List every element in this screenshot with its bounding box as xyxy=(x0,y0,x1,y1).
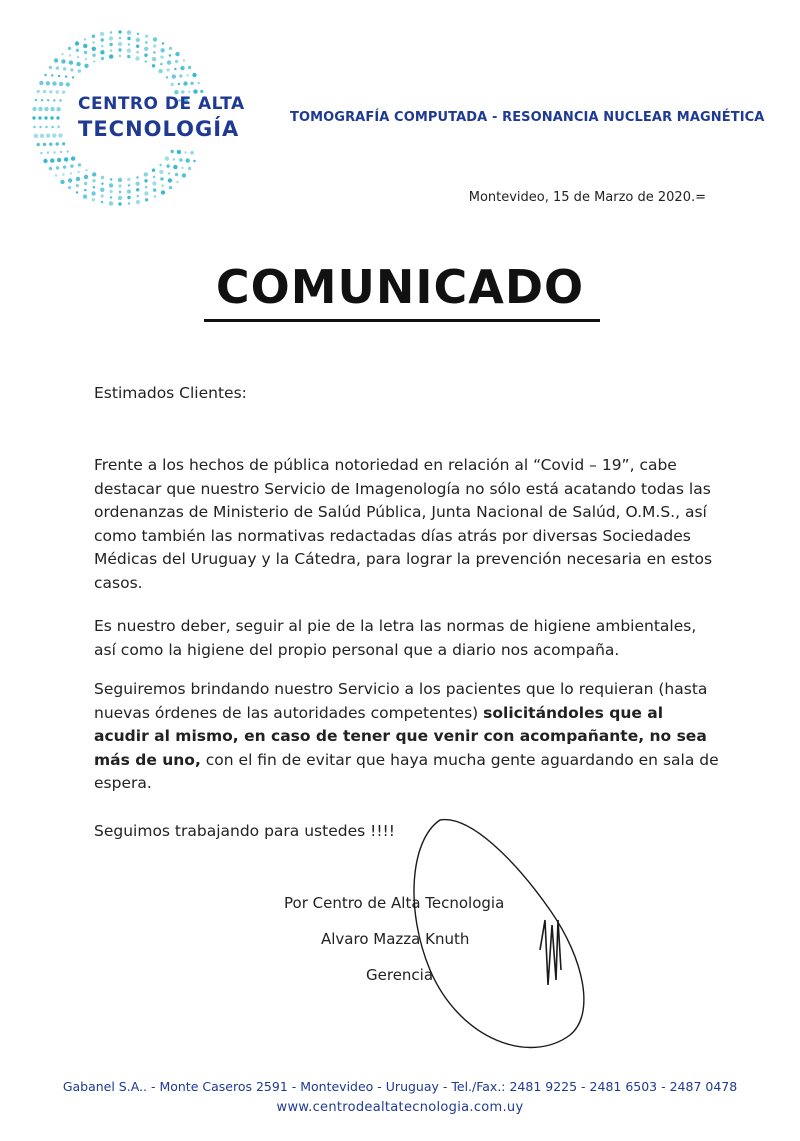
logo-dot xyxy=(101,194,104,197)
logo-dot xyxy=(168,172,170,174)
logo-dot xyxy=(160,55,163,58)
logo-dot xyxy=(101,201,103,203)
logo-dot xyxy=(32,107,36,111)
logo-dot xyxy=(55,174,57,176)
logo-dot xyxy=(172,74,176,78)
logo-dot xyxy=(128,43,130,45)
logo-dot xyxy=(61,59,65,63)
logo-dot xyxy=(100,188,104,192)
logo-dot xyxy=(186,158,190,162)
logo-dot xyxy=(40,134,44,138)
logo-dot xyxy=(144,172,148,176)
logo-dot xyxy=(145,41,147,43)
logo-dot xyxy=(54,58,58,62)
logo-dot xyxy=(37,143,40,146)
header-tagline: TOMOGRAFÍA COMPUTADA - RESONANCIA NUCLEAR MAGNÉTICA xyxy=(290,110,765,125)
logo-dot xyxy=(153,51,155,53)
logo-dot xyxy=(61,53,63,55)
logo-dot xyxy=(173,165,177,169)
logo-dot xyxy=(181,167,183,169)
logo-dot xyxy=(144,179,147,182)
logo-dot xyxy=(183,59,185,61)
logo-dot xyxy=(159,164,161,166)
logo-dot xyxy=(93,60,95,62)
logo-dot xyxy=(180,66,184,70)
logo-dot xyxy=(168,178,172,182)
logo-dot xyxy=(43,143,46,146)
logo-dot xyxy=(84,182,87,185)
logo-dot xyxy=(118,178,122,182)
logo-dot xyxy=(153,44,156,47)
logo-dot xyxy=(167,60,171,64)
closing-line: Seguimos trabajando para ustedes !!!! xyxy=(94,822,395,840)
logo-dot xyxy=(136,45,139,48)
logo-dot xyxy=(153,37,157,41)
logo-dot xyxy=(188,167,191,170)
logo-dot xyxy=(144,54,147,57)
logo-dot xyxy=(197,82,199,84)
logo-dot xyxy=(52,81,56,85)
logo-dot xyxy=(65,75,67,77)
logo-dot xyxy=(152,181,156,185)
logo-dot xyxy=(92,54,95,57)
logo-dot xyxy=(68,178,72,182)
logo-dot xyxy=(135,56,139,60)
logo-dot xyxy=(70,164,73,167)
footer-address: Gabanel S.A.. - Monte Caseros 2591 - Montevideo - Uruguay - Tel./Fax.: 2481 9225 - 2481 6503 - 2487 0478 xyxy=(62,1079,738,1094)
logo-dot xyxy=(110,196,112,198)
logo-dot xyxy=(136,51,138,53)
paragraph-3 xyxy=(94,678,719,796)
signature-name: Alvaro Mazza Knuth xyxy=(321,930,470,948)
logo-dot xyxy=(51,74,53,76)
logo-dot xyxy=(171,150,174,153)
logo-dot xyxy=(49,90,52,93)
logo-dot xyxy=(62,91,65,94)
logo-dot xyxy=(83,194,87,198)
logo-dot xyxy=(38,116,41,119)
logo-dot xyxy=(118,202,121,205)
paragraph-1: Frente a los hechos de pública notoriedad en relación al “Covid – 19”, cabe destacar que nuestro Servicio de Imagenología no sólo está acatando todas las ordenanzas de Ministerio de Salúd Pública, Junta Nacional de Salúd, O.M.S., así como también las normativas redactadas días atrás por diversas Sociedades Médicas del Uruguay y la Cátedra, para lograr la prevención necesaria en estos casos. xyxy=(94,456,713,592)
logo-dot xyxy=(92,47,96,51)
logo-dot xyxy=(67,150,69,152)
logo-dot xyxy=(119,55,121,57)
paragraph-2: Es nuestro deber, seguir al pie de la letra las normas de higiene ambientales, así como la higiene del propio personal que a diario nos acompaña. xyxy=(94,617,697,659)
logo-dot xyxy=(49,143,52,146)
logo-dot xyxy=(127,48,131,52)
logo-dot xyxy=(39,126,41,128)
logo-dot xyxy=(166,164,169,167)
logo-dot xyxy=(101,38,104,41)
logo-dot xyxy=(192,73,196,77)
logo-dot xyxy=(171,83,174,86)
logo-dot xyxy=(128,202,130,204)
logo-dot xyxy=(160,48,164,52)
logo-dot xyxy=(144,191,148,195)
logo-dot xyxy=(119,37,121,39)
logo-dot xyxy=(118,48,121,51)
logo-dot xyxy=(57,126,59,128)
logo-dot xyxy=(56,142,59,145)
logo-dot xyxy=(70,172,72,174)
logo-dot xyxy=(175,60,178,63)
logo-dot xyxy=(44,116,47,119)
logo-dot xyxy=(101,176,104,179)
logo-dot xyxy=(109,54,113,58)
logo-dot xyxy=(64,157,68,161)
logo-dot xyxy=(76,49,79,52)
logo-dot xyxy=(136,200,140,204)
logo-dot xyxy=(109,36,113,40)
logo-dot xyxy=(110,49,112,51)
logo-dot xyxy=(40,152,42,154)
handwritten-signature xyxy=(400,800,600,1060)
logo-dot xyxy=(118,30,121,33)
logo-dot xyxy=(76,62,80,66)
logo-dot xyxy=(60,180,64,184)
logo-dot xyxy=(68,47,71,50)
logo-dot xyxy=(109,201,113,205)
logo-dot xyxy=(49,66,52,69)
logo-dot xyxy=(71,156,75,160)
letter-date: Montevideo, 15 de Marzo de 2020.= xyxy=(468,190,706,205)
logo-dot xyxy=(84,189,86,191)
logo-dot xyxy=(56,107,60,111)
logo-dot xyxy=(38,107,42,111)
logo-dot xyxy=(190,82,193,85)
logo-dot xyxy=(127,37,130,40)
paragraph-3-end: con el fin de evitar que haya mucha gente aguardando en sala de espera. xyxy=(94,750,719,792)
logo-dot xyxy=(60,151,62,153)
logo-dot xyxy=(92,198,95,201)
logo-dot xyxy=(173,158,175,160)
logo-dot xyxy=(84,51,87,54)
logo-dot xyxy=(179,74,182,77)
logo-dot xyxy=(41,99,43,101)
logo-dot xyxy=(84,38,86,40)
logo-dot xyxy=(158,69,162,73)
logo-dot xyxy=(109,43,112,46)
logo-dot xyxy=(66,82,70,86)
logo-dot xyxy=(152,57,156,61)
logo-dot xyxy=(187,74,189,76)
logo-dot xyxy=(160,63,162,65)
logo-dot xyxy=(62,173,64,175)
logo-dot xyxy=(118,184,121,187)
logo-dot xyxy=(110,178,112,180)
logo-dot xyxy=(161,185,163,187)
logo-dot xyxy=(45,126,47,128)
logo-dot xyxy=(127,189,131,193)
greeting: Estimados Clientes: xyxy=(94,384,247,402)
logo-dot xyxy=(77,56,79,58)
logo-dot xyxy=(183,81,187,85)
logo-dot xyxy=(46,81,50,85)
logo-dot xyxy=(59,82,63,86)
logo-dot xyxy=(109,190,112,193)
logo-dot xyxy=(174,68,176,70)
title-underline xyxy=(204,319,600,322)
logo-dot xyxy=(144,47,148,51)
logo-dot xyxy=(165,156,169,160)
logo-dot xyxy=(200,90,203,93)
logo-dot xyxy=(53,151,55,153)
logo-dot xyxy=(43,90,46,93)
logo-dot xyxy=(62,142,65,145)
logo-dot xyxy=(92,172,96,176)
logo-dot xyxy=(50,107,54,111)
logo-dot xyxy=(76,177,80,181)
logo-dot xyxy=(53,99,55,101)
logo-dot xyxy=(72,76,74,78)
logo-dot xyxy=(175,173,178,176)
logo-dot xyxy=(58,133,62,137)
logo-dot xyxy=(193,160,195,162)
logo-dot xyxy=(78,69,81,72)
logo-dot xyxy=(50,158,54,162)
logo-dot xyxy=(169,54,171,56)
logo-dot xyxy=(69,54,71,56)
logo-dot xyxy=(136,188,139,191)
logo-dot xyxy=(137,195,139,197)
logo-dot xyxy=(76,184,79,187)
logo-dot xyxy=(58,75,60,77)
logo-dot xyxy=(136,38,140,42)
logo-dot xyxy=(91,191,95,195)
logo-dot xyxy=(118,42,122,46)
logo-dot xyxy=(101,183,103,185)
logo-dot xyxy=(160,177,163,180)
logo-dot xyxy=(118,196,122,200)
logo-dot xyxy=(51,126,53,128)
logo-dot xyxy=(70,68,73,71)
logo-dot xyxy=(145,186,147,188)
logo-dot xyxy=(83,44,87,48)
logo-dot xyxy=(68,186,71,189)
logo-dot xyxy=(127,55,130,58)
logo-dot xyxy=(92,35,95,38)
logo-dot xyxy=(63,67,66,70)
logo-dot xyxy=(78,163,81,166)
logo-dot xyxy=(169,47,172,50)
logo-dot xyxy=(135,182,139,186)
logo-dot xyxy=(63,165,66,168)
logo-dot xyxy=(85,169,87,171)
logo-dot xyxy=(75,41,79,45)
logo-dot xyxy=(179,158,182,161)
logo-dot xyxy=(69,60,73,64)
logo-dot xyxy=(166,68,169,71)
logo-dot xyxy=(161,190,165,194)
logo-dot xyxy=(136,176,138,178)
signature-role: Gerencia xyxy=(366,966,434,984)
logo-dot xyxy=(176,181,178,183)
logo-dot xyxy=(44,107,48,111)
logo-dot xyxy=(46,134,50,138)
logo-dot xyxy=(177,150,181,154)
signature-org: Por Centro de Alta Tecnologia xyxy=(284,894,505,912)
logo-dot xyxy=(84,64,88,68)
logo-dot xyxy=(101,57,104,60)
logo-dot xyxy=(159,170,163,174)
logo-dot xyxy=(145,60,147,62)
logo-dot xyxy=(188,66,191,69)
logo-dot xyxy=(109,183,113,187)
logo-dot xyxy=(190,151,193,154)
logo-dot xyxy=(52,133,56,137)
logo-dot xyxy=(153,176,155,178)
logo-dot xyxy=(56,116,59,119)
logo-dot xyxy=(100,50,104,54)
logo-dot xyxy=(56,66,59,69)
document-title: COMUNICADO xyxy=(215,260,585,314)
logo-dot xyxy=(57,158,61,162)
logo-dot xyxy=(47,99,49,101)
logo-dot xyxy=(137,33,139,35)
logo-dot xyxy=(59,99,61,101)
logo-dot xyxy=(127,30,131,34)
logo-dot xyxy=(47,152,49,154)
paragraph-3-start: Seguiremos brindando nuestro Servicio a los pacientes que lo requieran (hasta nuevas órdenes de las autoridades competentes) xyxy=(94,680,708,722)
logo-dot xyxy=(110,31,112,33)
logo-dot xyxy=(162,42,164,44)
logo-dot xyxy=(188,91,190,93)
logo-line1: CENTRO DE ALTA xyxy=(78,94,245,114)
logo-dot xyxy=(49,167,52,170)
logo-dot xyxy=(32,116,35,119)
logo-dot xyxy=(56,166,59,169)
logo-dot xyxy=(84,175,88,179)
logo-dot xyxy=(77,171,79,173)
logo-dot xyxy=(127,196,130,199)
logo-dot xyxy=(145,198,148,201)
logo-dot xyxy=(37,90,40,93)
logo-dot xyxy=(127,178,130,181)
logo-dot xyxy=(34,134,38,138)
footer-website[interactable]: www.centrodealtatecnologia.com.uy xyxy=(276,1100,524,1115)
logo-line2: TECNOLOGÍA xyxy=(78,117,240,141)
logo-dot xyxy=(76,191,78,193)
logo-dot xyxy=(92,179,95,182)
logo-dot xyxy=(152,64,155,67)
logo-dot-ring xyxy=(28,26,238,206)
logo-dot xyxy=(175,52,179,56)
logo-dot xyxy=(43,159,47,163)
logo-dot xyxy=(39,81,43,85)
logo-dot xyxy=(33,126,35,128)
logo-dot xyxy=(35,99,37,101)
logo-dot xyxy=(119,191,121,193)
logo-dot xyxy=(184,151,186,153)
logo-dot xyxy=(50,116,53,119)
logo-dot xyxy=(100,32,104,36)
logo-dot xyxy=(166,76,168,78)
logo-dot xyxy=(169,186,172,189)
logo-dot xyxy=(145,35,148,38)
logo-dot xyxy=(101,45,103,47)
logo-dot xyxy=(178,83,180,85)
logo-dot xyxy=(128,184,130,186)
logo-dot xyxy=(56,90,59,93)
logo-dot xyxy=(154,195,156,197)
paragraph-3-bold: solicitándoles que al acudir al mismo, en caso de tener que venir con acompañante, no sea más de uno, xyxy=(94,703,707,769)
logo-dot xyxy=(152,169,155,172)
logo-dot xyxy=(182,173,186,177)
logo-dot xyxy=(44,74,46,76)
logo-dot xyxy=(85,58,87,60)
logo-dot xyxy=(153,188,156,191)
logo-dot xyxy=(93,186,95,188)
logo-dot xyxy=(92,41,94,43)
